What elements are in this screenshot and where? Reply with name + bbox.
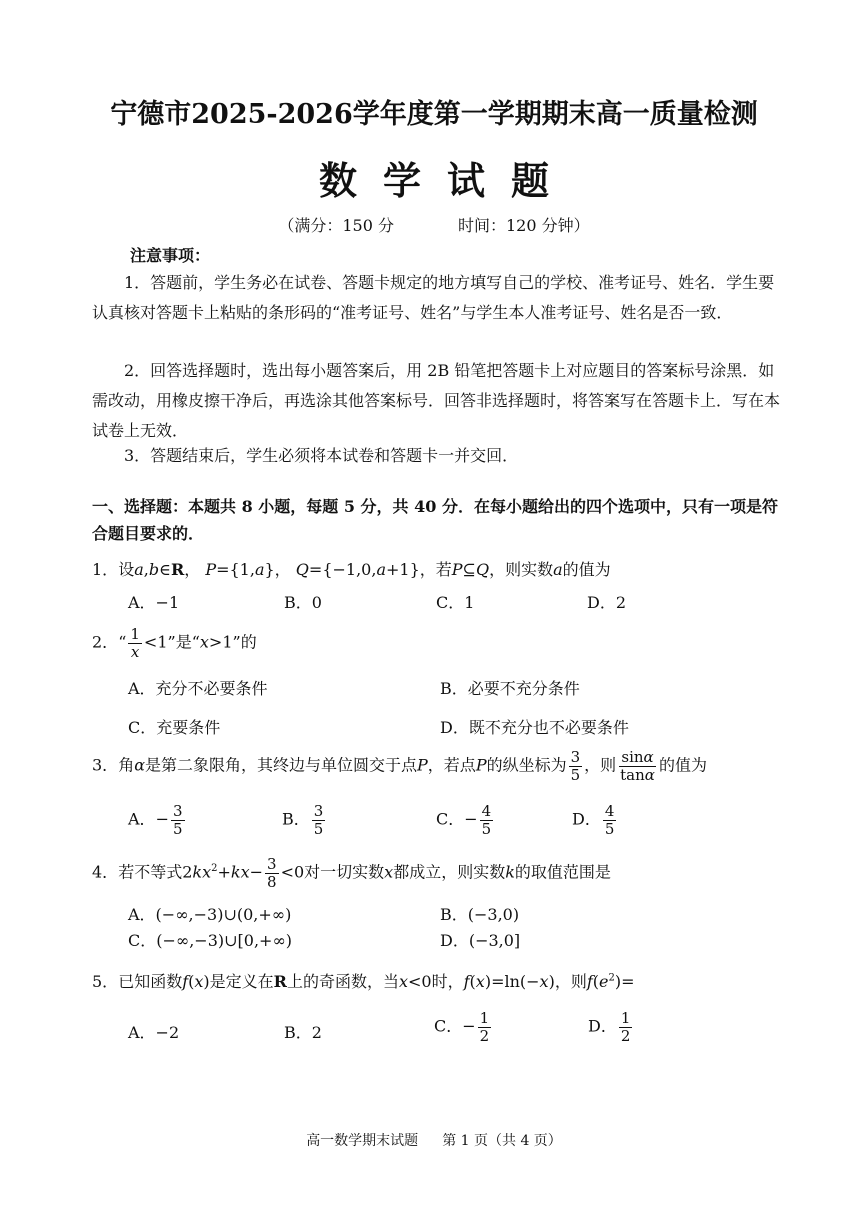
q5-option-a: A．−2 [128,1023,180,1042]
q1-option-a: A．−1 [128,593,180,612]
footer-title: 高一数学期末试题 [306,1133,419,1149]
notice-heading: 注意事项： [130,246,211,265]
full-score: （满分：150 分 [278,216,394,235]
page-footer [0,1130,868,1150]
question-2: 2．“ $\frac{1}{x}$ <1”是“x>1”的 [92,625,257,661]
q4-option-b: B．(−3,0) [440,905,520,924]
q3-option-c: C．− $\frac{4}{5}$ [436,802,492,838]
q1-option-d: D．2 [587,593,627,612]
q4-option-a: A．(−∞,−3)∪(0,+∞) [128,905,292,924]
question-3: 3．角α是第二象限角，其终边与单位圆交于点P，若点P的纵坐标为 $\frac{3}{5}$ ，则 $\frac{\sin\alpha}{\tan\alpha}$ 的值为 [92,748,707,784]
question-1: 1．设a,b∈R， P={1,a}， Q={−1,0,a+1}，若P⊆Q，则实数a的值为 [92,560,611,579]
notice-item-3: 3．答题结束后，学生必须将本试卷和答题卡一并交回． [124,446,519,465]
q2-option-c: C．充要条件 [128,718,221,737]
exam-title: 宁德市2025-2026学年度第一学期期末高一质量检测 [110,99,758,130]
q2-option-b: B．必要不充分条件 [440,679,580,698]
fraction: $\frac{3}{8}$ [267,855,277,891]
notice-item-2: 2．回答选择题时，选出每小题答案后，用 2B 铅笔把答题卡上对应题目的答案标号涂黑．如需改动，用橡皮擦干净后，再选涂其他答案标号．回答非选择题时，将答案写在答题卡上．写在本试卷上无效． [92,361,781,440]
q3-option-b: B． $\frac{3}{5}$ [282,802,324,838]
q3-option-d: D． $\frac{4}{5}$ [572,802,615,838]
section-heading: 一、选择题：本题共 8 小题，每题 5 分，共 40 分．在每小题给出的四个选项中，只有一项是符合题目要求的． [92,497,778,543]
q4-option-d: D．(−3,0] [440,931,521,950]
q2-option-a: A．充分不必要条件 [128,679,268,698]
q5-option-d: D． $\frac{1}{2}$ [588,1009,631,1045]
exam-time: 时间：120 分钟） [458,216,590,235]
notice-item-1: 1．答题前，学生务必在试卷、答题卡规定的地方填写自己的学校、准考证号、姓名．学生要认真核对答题卡上粘贴的条形码的“准考证号、姓名”与学生本人准考证号、姓名是否一致． [92,273,775,322]
question-4: 4．若不等式$2kx^2+kx-$ $\frac{3}{8}$ <0对一切实数x都成立，则实数k的取值范围是 [92,855,611,891]
q5-option-c: C．− $\frac{1}{2}$ [434,1009,490,1045]
q5-option-b: B．2 [284,1023,322,1042]
q2-option-d: D．既不充分也不必要条件 [440,718,629,737]
q4-option-c: C．(−∞,−3)∪[0,+∞) [128,931,293,950]
fraction: $\frac{3}{5}$ [570,748,581,784]
fraction: $\frac{\sin\alpha}{\tan\alpha}$ [620,748,655,784]
footer-page: 第 1 页（共 4 页） [442,1133,562,1149]
subject-title: 数学试题 [318,158,575,203]
fraction: $\frac{1}{x}$ [130,625,140,661]
q3-option-a: A．− $\frac{3}{5}$ [128,802,183,838]
question-5: 5．已知函数f(x)是定义在R上的奇函数，当x<0时，f(x)=ln(−x)，则$f(e^2)=$ [92,972,635,991]
q1-option-c: C．1 [436,593,475,612]
q1-option-b: B．0 [284,593,322,612]
exam-info [0,213,868,236]
